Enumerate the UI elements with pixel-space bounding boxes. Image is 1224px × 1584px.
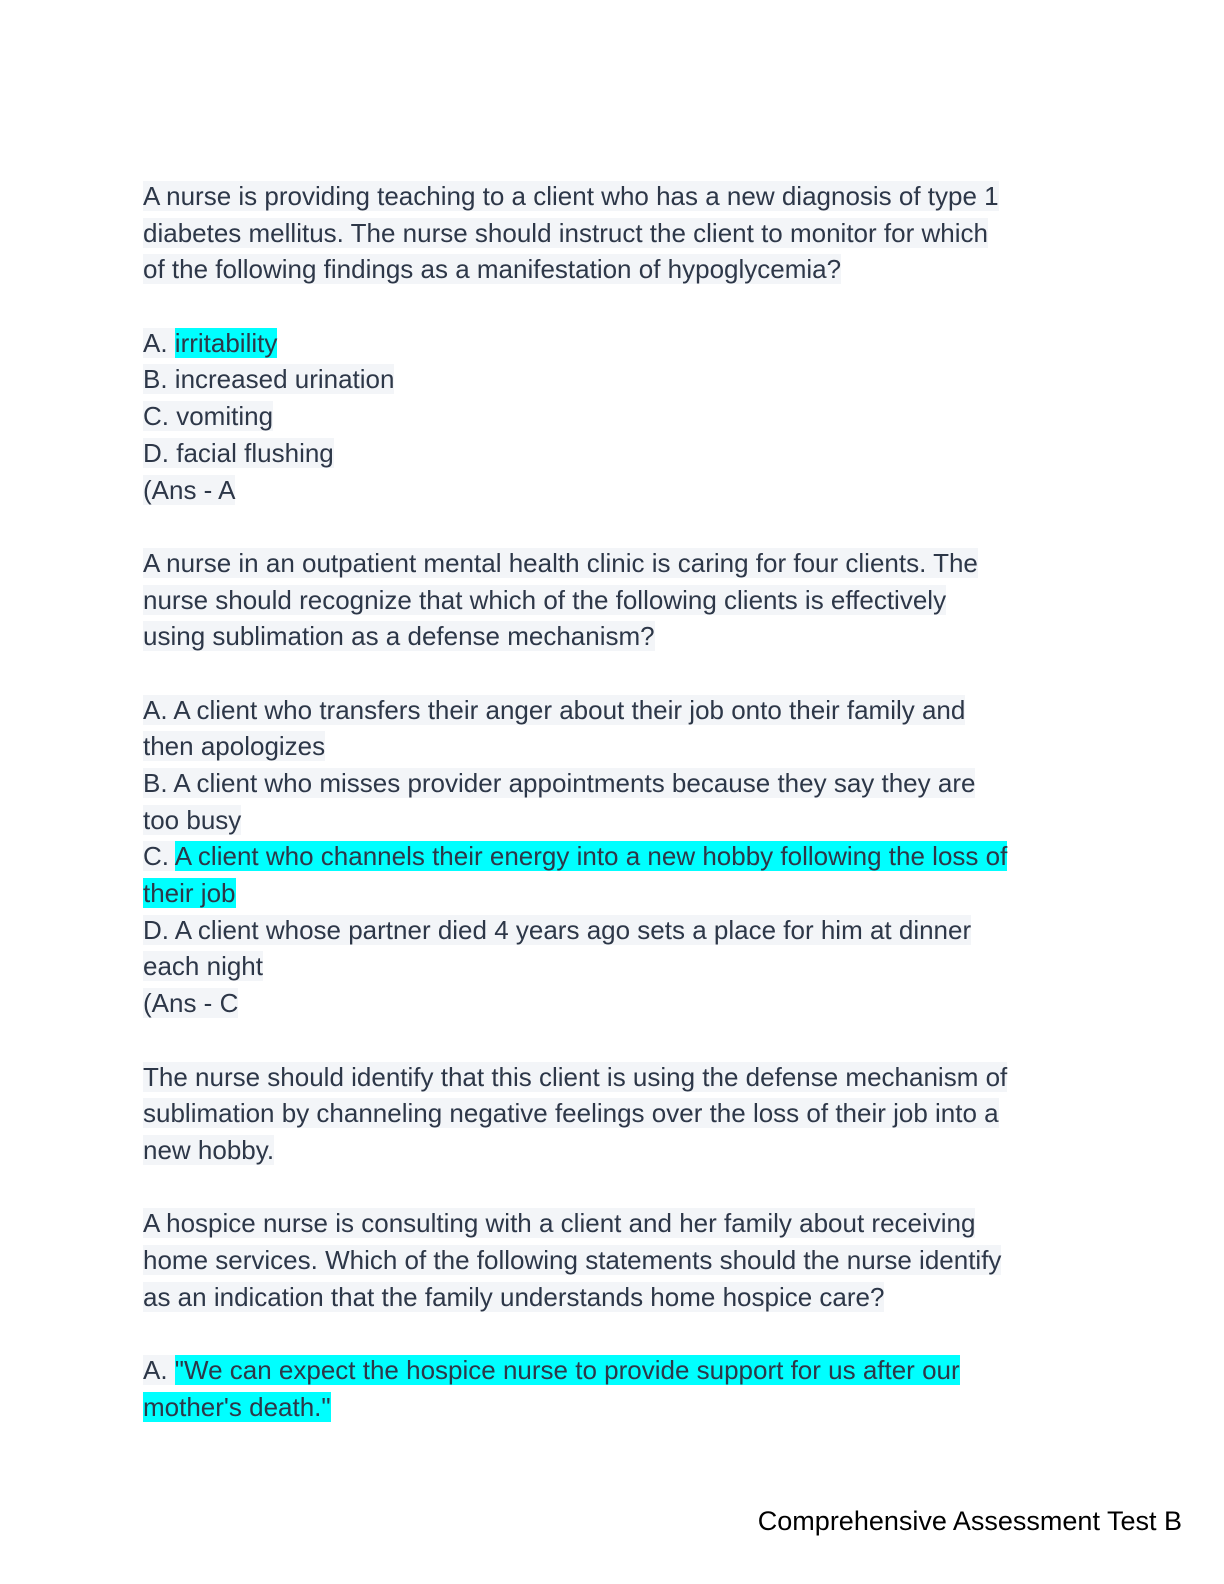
line-text: diabetes mellitus. The nurse should instruct the client to monitor for which xyxy=(143,217,988,248)
line-text: nurse should recognize that which of the following clients is effectively xyxy=(143,584,947,615)
line-text: A nurse is providing teaching to a client who has a new diagnosis of type 1 xyxy=(143,181,999,211)
line-text: too busy xyxy=(143,804,242,835)
text-line xyxy=(143,582,1083,619)
text-line xyxy=(143,875,1083,912)
line-text: C. vomiting xyxy=(143,401,274,432)
line-text: (Ans - C xyxy=(143,988,239,1019)
line-text: D. facial flushing xyxy=(143,437,334,468)
line-text: each night xyxy=(143,951,263,982)
line-text: new hobby. xyxy=(143,1134,275,1165)
blank-line xyxy=(143,1169,1083,1206)
text-line xyxy=(143,948,1083,985)
text-line xyxy=(143,692,1083,729)
line-text: then apologizes xyxy=(143,731,326,762)
text-line xyxy=(143,765,1083,802)
page-footer: Comprehensive Assessment Test B xyxy=(757,1506,1182,1536)
text-line xyxy=(143,435,1083,472)
text-line xyxy=(143,618,1083,655)
line-text: as an indication that the family understands home hospice care? xyxy=(143,1281,885,1312)
highlighted-answer: irritability xyxy=(174,327,278,358)
text-line xyxy=(143,985,1083,1022)
blank-line xyxy=(143,1315,1083,1352)
text-line xyxy=(143,1352,1083,1389)
text-line xyxy=(143,1205,1083,1242)
line-text: A hospice nurse is consulting with a client and her family about receiving xyxy=(143,1208,976,1239)
text-line xyxy=(143,728,1083,765)
text-line xyxy=(143,1095,1083,1132)
line-text: of the following findings as a manifestation of hypoglycemia? xyxy=(143,254,842,285)
text-line xyxy=(143,1242,1083,1279)
highlighted-answer: their job xyxy=(143,878,236,909)
line-text: B. A client who misses provider appointments because they say they are xyxy=(143,768,976,798)
document-body xyxy=(143,178,1083,1425)
text-line xyxy=(143,545,1083,582)
text-line xyxy=(143,251,1083,288)
highlighted-answer: mother's death." xyxy=(143,1391,331,1422)
highlighted-answer: A client who channels their energy into a new hobby following the loss of xyxy=(174,841,1008,872)
blank-line xyxy=(143,1022,1083,1059)
text-line xyxy=(143,1279,1083,1316)
text-line xyxy=(143,1389,1083,1426)
line-text: A nurse in an outpatient mental health clinic is caring for four clients. The xyxy=(143,547,978,578)
line-text: D. A client whose partner died 4 years ago sets a place for him at dinner xyxy=(143,914,972,945)
text-line xyxy=(143,325,1083,362)
line-text: B. increased urination xyxy=(143,364,395,395)
text-line xyxy=(143,1059,1083,1096)
line-text: The nurse should identify that this client is using the defense mechanism of xyxy=(143,1061,1008,1092)
text-line xyxy=(143,215,1083,252)
text-line xyxy=(143,802,1083,839)
text-line xyxy=(143,178,1083,215)
blank-line xyxy=(143,508,1083,545)
blank-line xyxy=(143,655,1083,692)
line-text: A. xyxy=(143,327,175,358)
text-line xyxy=(143,1132,1083,1169)
line-text: using sublimation as a defense mechanism? xyxy=(143,621,655,652)
line-text: A. xyxy=(143,1355,175,1385)
text-line xyxy=(143,472,1083,509)
text-line xyxy=(143,838,1083,875)
highlighted-answer: "We can expect the hospice nurse to provide support for us after our xyxy=(174,1355,960,1385)
text-line xyxy=(143,361,1083,398)
line-text: A. A client who transfers their anger about their job onto their family and xyxy=(143,694,966,725)
line-text: sublimation by channeling negative feelings over the loss of their job into a xyxy=(143,1098,999,1129)
line-text: home services. Which of the following statements should the nurse identify xyxy=(143,1244,1002,1275)
line-text: (Ans - A xyxy=(143,474,236,505)
blank-line xyxy=(143,288,1083,325)
line-text: C. xyxy=(143,841,175,872)
text-line xyxy=(143,398,1083,435)
text-line xyxy=(143,912,1083,949)
